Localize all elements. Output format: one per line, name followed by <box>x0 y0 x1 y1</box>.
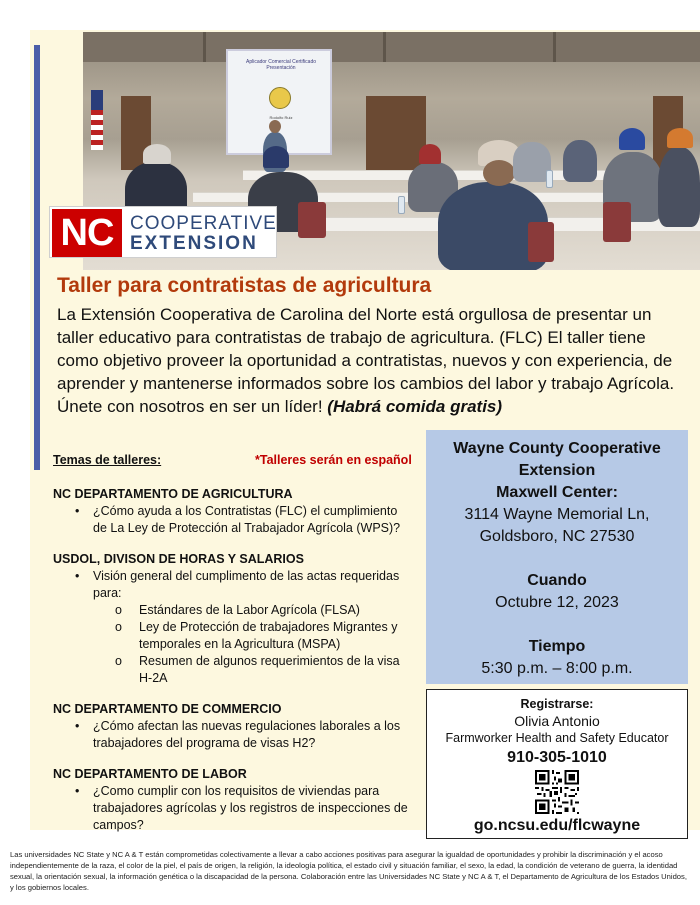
contact-name: Olivia Antonio <box>514 713 600 729</box>
section-title: NC DEPARTAMENTO DE COMMERCIO <box>53 702 282 716</box>
screen-title: Aplicador Comercial Certificado Presentación <box>245 59 317 71</box>
address-line-2: Goldsboro, NC 27530 <box>479 528 635 545</box>
photo-person-cap <box>619 128 645 150</box>
sub-bullet-icon: o <box>115 654 122 668</box>
photo-beam <box>383 32 386 62</box>
photo-bottle <box>398 196 405 214</box>
photo-person <box>658 147 700 227</box>
bullet-item <box>53 783 413 834</box>
topic-section <box>53 551 413 687</box>
registration-box <box>426 689 688 839</box>
sub-bullet-icon: o <box>115 603 122 617</box>
event-info-box <box>426 430 688 684</box>
bullet-text: Visión general del cumplimento de las actas requeridas para: <box>93 569 400 600</box>
intro-text: La Extensión Cooperativa de Carolina del Norte está orgullosa de presentar un taller educativo para contratistas de trabajo de agricultura. (FLC) El taller tiene como objetivo proveer la oportunidad a contratistas, nuevos y con experiencia, de aprender y mantenerse informados sobre los cambios del labor y trabajo Agrícola. Únete con nosotros en ser un líder! <box>57 305 675 416</box>
bullet-text: ¿Como cumplir con los requisitos de viviendas para trabajadores agrícolas y los registros de inspecciones de campos? <box>93 784 408 832</box>
topics-header <box>53 452 413 472</box>
sub-bullet-item <box>53 619 413 653</box>
time-label: Tiempo <box>528 638 586 655</box>
sub-bullet-icon: o <box>115 620 122 634</box>
photo-person-head <box>269 120 281 133</box>
topic-section <box>53 486 413 537</box>
topics-label: Temas de talleres: <box>53 453 162 467</box>
photo-person-cap <box>419 144 441 164</box>
section-title: NC DEPARTAMENTO DE AGRICULTURA <box>53 487 293 501</box>
topic-section <box>53 766 413 834</box>
contact-phone: 910-305-1010 <box>507 749 607 766</box>
date-label: Cuando <box>527 572 587 589</box>
sub-bullet-item <box>53 653 413 687</box>
photo-bottle <box>546 170 553 188</box>
section-title: USDOL, DIVISON DE HORAS Y SALARIOS <box>53 552 304 566</box>
organizer-line-2: Extension <box>518 462 596 479</box>
photo-person <box>563 140 597 182</box>
logo-line-1: COOPERATIVE <box>130 213 277 234</box>
logo-nc-mark: NC <box>52 209 122 257</box>
screen-subtitle: Rodolfo Ruiz <box>269 115 293 120</box>
left-accent-rule <box>34 45 40 470</box>
photo-person-cap <box>667 128 693 148</box>
time-value: 5:30 p.m. – 8:00 p.m. <box>481 660 633 677</box>
photo-chair <box>298 202 326 238</box>
photo-person-head <box>483 160 515 186</box>
bullet-item <box>53 503 413 537</box>
sub-bullet-item <box>53 602 413 619</box>
venue-address <box>426 504 688 548</box>
organizer <box>426 438 688 504</box>
qr-code-icon[interactable] <box>535 770 579 814</box>
american-flag <box>91 90 103 150</box>
section-title: NC DEPARTAMENTO DE LABOR <box>53 767 247 781</box>
photo-beam <box>553 32 556 62</box>
bullet-item <box>53 568 413 602</box>
sub-bullet-text: Estándares de la Labor Agrícola (FLSA) <box>139 603 360 617</box>
bullet-item <box>53 718 413 752</box>
date-value: Octubre 12, 2023 <box>495 594 619 611</box>
intro-paragraph <box>57 303 687 418</box>
photo-ceiling <box>83 32 700 62</box>
topic-section <box>53 701 413 752</box>
photo-person-cap <box>263 146 289 168</box>
bullet-icon: • <box>75 784 80 798</box>
registration-link[interactable]: go.ncsu.edu/flcwayne <box>473 817 641 834</box>
screen-seal-icon <box>269 87 291 109</box>
photo-chair <box>603 202 631 242</box>
bullet-icon: • <box>75 504 80 518</box>
page-title: Taller para contratistas de agricultura <box>57 274 432 297</box>
venue-name: Maxwell Center: <box>496 484 618 501</box>
register-label: Registrarse: <box>520 697 594 711</box>
sub-bullet-text: Resumen de algunos requerimientos de la visa H-2A <box>139 654 400 685</box>
footer-disclaimer: Las universidades NC State y NC A & T están comprometidas colectivamente a llevar a cabo acciones positivas para asegurar la igualdad de oportunidades y prohibir la discriminación y el acoso independientemente de la raza, el color de la piel, el país de origen, la religión, la ideología política, el estado civil y situación familiar, el sexo, la edad, la condición de veterano de guerra, la identidad sexual, la orientación sexual, la información genética o la discapacidad de la persona. Colaboración entre las Universidades NC State y NC A & T, el Departamento de Agricultura de los Estados Unidos, y los gobiernos locales. <box>10 850 687 892</box>
nc-cooperative-extension-logo <box>49 206 277 258</box>
sub-bullet-text: Ley de Protección de trabajadores Migrantes y temporales en la Agricultura (MSPA) <box>139 620 398 651</box>
intro-emphasis: (Habrá comida gratis) <box>327 397 503 416</box>
bullet-icon: • <box>75 719 80 733</box>
photo-chair <box>528 222 554 262</box>
logo-line-2: EXTENSION <box>130 233 258 254</box>
bullet-text: ¿Cómo ayuda a los Contratistas (FLC) el cumplimiento de La Ley de Protección al Trabajador Agrícola (WPS)? <box>93 504 401 535</box>
bullet-text: ¿Cómo afectan las nuevas regulaciones laborales a los trabajadores del programa de visas H2? <box>93 719 401 750</box>
bullet-icon: • <box>75 569 80 583</box>
contact-role: Farmworker Health and Safety Educator <box>445 731 669 745</box>
photo-beam <box>203 32 206 62</box>
organizer-line-1: Wayne County Cooperative <box>453 440 661 457</box>
address-line-1: 3114 Wayne Memorial Ln, <box>464 506 650 523</box>
photo-door <box>366 96 426 170</box>
topics-column <box>53 452 413 834</box>
photo-person-cap <box>143 144 171 164</box>
spanish-note: *Talleres serán en español <box>255 453 412 467</box>
